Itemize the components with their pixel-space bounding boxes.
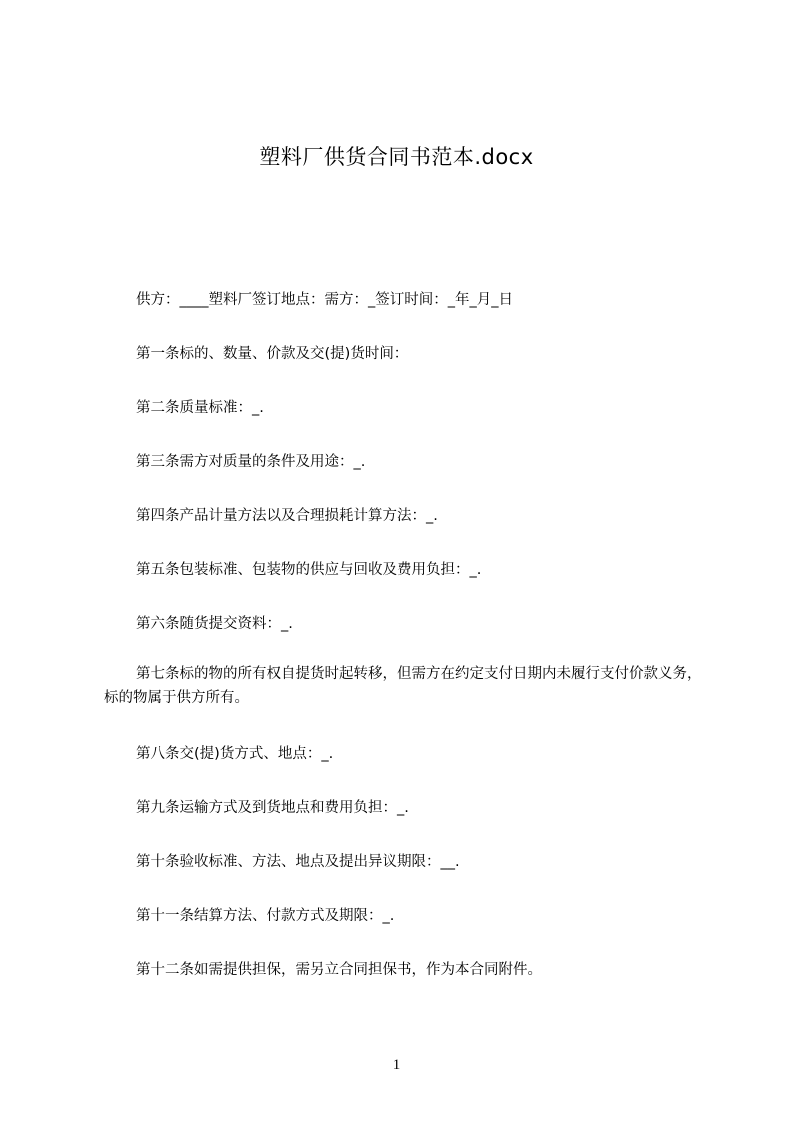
paragraph-article-7: 第七条标的物的所有权自提货时起转移，但需方在约定支付日期内未履行支付价款义务，标的物属于供方所有。 — [104, 666, 702, 706]
paragraph-article-2: 第二条质量标准：_. — [136, 400, 264, 416]
paragraph-article-11: 第十一条结算方法、付款方式及期限：_. — [136, 908, 395, 924]
document-title: 塑料厂供货合同书范本.docx — [259, 145, 534, 169]
paragraph-article-10: 第十条验收标准、方法、地点及提出异议期限：__. — [136, 854, 460, 870]
paragraph-article-1: 第一条标的、数量、价款及交(提)货时间： — [136, 346, 409, 362]
paragraph-article-12: 第十二条如需提供担保，需另立合同担保书，作为本合同附件。 — [136, 962, 542, 978]
paragraph-article-4: 第四条产品计量方法以及合理损耗计算方法：_. — [136, 508, 438, 524]
paragraph-article-9: 第九条运输方式及到货地点和费用负担：_. — [136, 800, 409, 816]
paragraph-article-3: 第三条需方对质量的条件及用途：_. — [136, 454, 366, 470]
paragraph-article-6: 第六条随货提交资料：_. — [136, 616, 293, 632]
paragraph-parties: 供方：____塑料厂签订地点：需方：_签订时间：_年_月_日 — [136, 292, 513, 308]
page-number: 1 — [392, 1057, 401, 1073]
paragraph-article-5: 第五条包装标准、包装物的供应与回收及费用负担：_. — [136, 562, 482, 578]
paragraph-article-8: 第八条交(提)货方式、地点：_. — [136, 746, 334, 762]
